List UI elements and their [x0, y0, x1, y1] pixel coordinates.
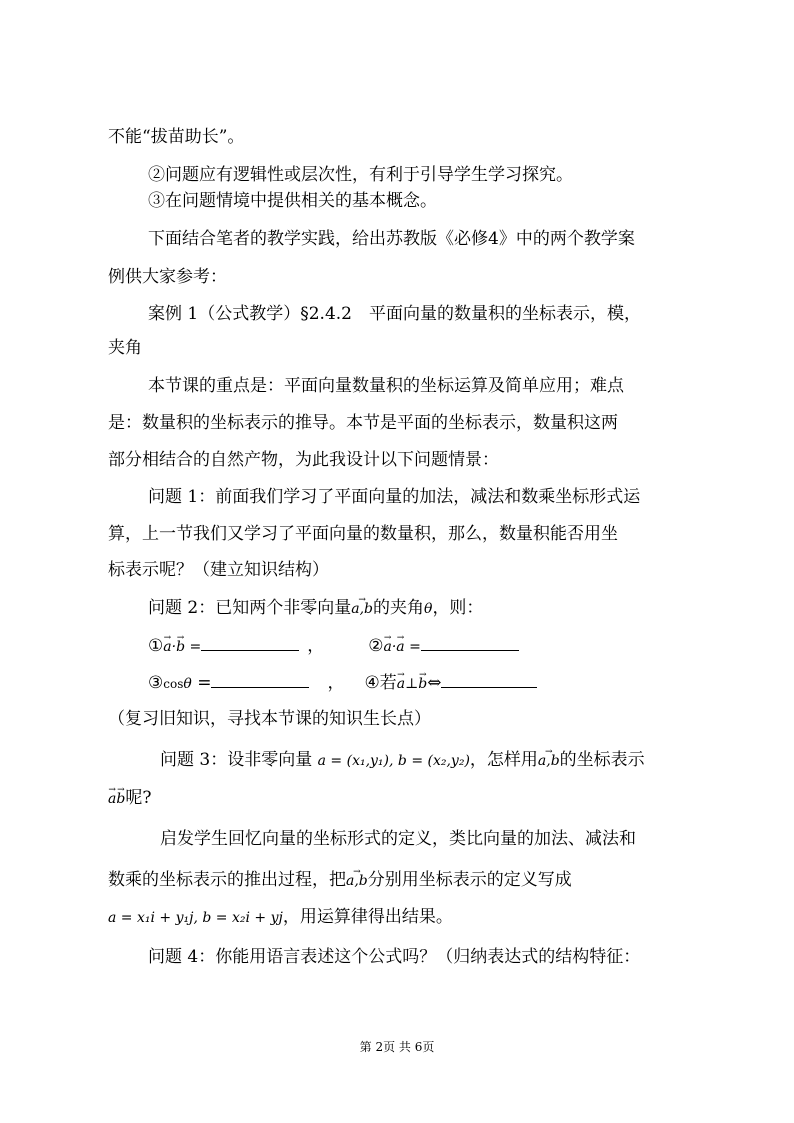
text-line: 是：数量积的坐标表示的推导。本节是平面的坐标表示，数量积这两	[108, 413, 618, 433]
theta-symbol: θ	[183, 676, 192, 692]
answer-blank[interactable]	[201, 636, 299, 651]
question-3-cont	[108, 789, 688, 809]
text-line: ②问题应有逻辑性或层次性，有利于引导学生学习探究。	[148, 165, 573, 185]
text: ，怎样用	[469, 750, 538, 770]
text: 呢?	[125, 788, 152, 808]
dot-product-aa: → a·→ a =	[383, 639, 420, 655]
text-line: 下面结合笔者的教学实践，给出苏教版《必修4》中的两个教学案	[148, 229, 635, 249]
text: 问题 2：已知两个非零向量	[148, 598, 352, 618]
text: 问题 3：设非零向量	[160, 750, 318, 770]
text-line: 案例 1（公式教学）§2.4.2 平面向量的数量积的坐标表示，模，	[148, 304, 641, 324]
text-line: 启发学生回忆向量的坐标形式的定义，类比向量的加法、减法和	[160, 829, 636, 849]
decomposition-line	[108, 908, 688, 928]
item-marker: ②	[368, 636, 384, 656]
iff-symbol: ⇔	[427, 673, 442, 693]
theta-symbol: θ	[424, 601, 433, 617]
item-marker: ④若	[364, 673, 397, 693]
question-3-line	[160, 751, 740, 771]
page-footer: 第 2页 共 6页	[359, 1040, 435, 1054]
answer-blank[interactable]	[211, 673, 309, 688]
vector-ab: → a,b	[351, 600, 373, 619]
text-line: 标表示呢？（建立知识结构）	[108, 560, 329, 580]
text-line: 不能“拔苗助长”。	[108, 127, 245, 147]
text: 的坐标表示	[559, 750, 645, 770]
text: 分别用坐标表示的定义写成	[367, 870, 572, 890]
text: 数乘的坐标表示的推出过程，把	[108, 870, 346, 890]
vector-ab: → a,b	[538, 752, 560, 771]
text-line: （复习旧知识，寻找本节课的知识生长点）	[108, 709, 431, 729]
cos-label: cos	[163, 677, 184, 691]
text: 的夹角	[373, 598, 424, 618]
derivation-line	[108, 871, 688, 891]
comma: ，	[327, 673, 345, 693]
dot-product-ab: → a·→ b =	[163, 639, 201, 655]
vector-ab: → a,b	[346, 872, 368, 891]
text-line: ③在问题情境中提供相关的基本概念。	[148, 191, 437, 211]
answer-blank[interactable]	[441, 673, 537, 688]
text-line: 例供大家参考：	[108, 267, 227, 287]
text-line: 问题 4：你能用语言表述这个公式吗？（归纳表达式的结构特征：	[148, 947, 641, 967]
question-2-items-row-1	[148, 636, 728, 657]
perpendicular-ab: → a⊥→ b	[397, 676, 428, 692]
comma: ，	[307, 636, 325, 656]
text-line: 夹角	[108, 338, 142, 358]
answer-blank[interactable]	[421, 636, 519, 651]
question-2-items-row-2: ③cosθ = ， ④若→ a⊥→ b⇔	[148, 673, 728, 694]
text: ，用运算律得出结果。	[282, 907, 453, 927]
question-2-line	[148, 599, 728, 619]
item-marker: ①	[148, 636, 164, 656]
text-line: 问题 1：前面我们学习了平面向量的加法，减法和数乘坐标形式运	[148, 487, 641, 507]
text-line: 部分相结合的自然产物，为此我设计以下问题情景：	[108, 450, 499, 470]
vector-decomposition: a = x₁i + y₁j, b = x₂i + yj	[108, 910, 283, 926]
item-marker: ③	[148, 673, 164, 693]
vector-ab-product: → a→ b	[108, 791, 125, 807]
text: ，则：	[432, 598, 484, 618]
vector-coordinates: a = (x₁,y₁), b = (x₂,y₂)	[317, 753, 470, 769]
text-line: 本节课的重点是：平面向量数量积的坐标运算及简单应用；难点	[148, 376, 624, 396]
text-line: 算，上一节我们又学习了平面向量的数量积，那么，数量积能否用坐	[108, 524, 618, 544]
